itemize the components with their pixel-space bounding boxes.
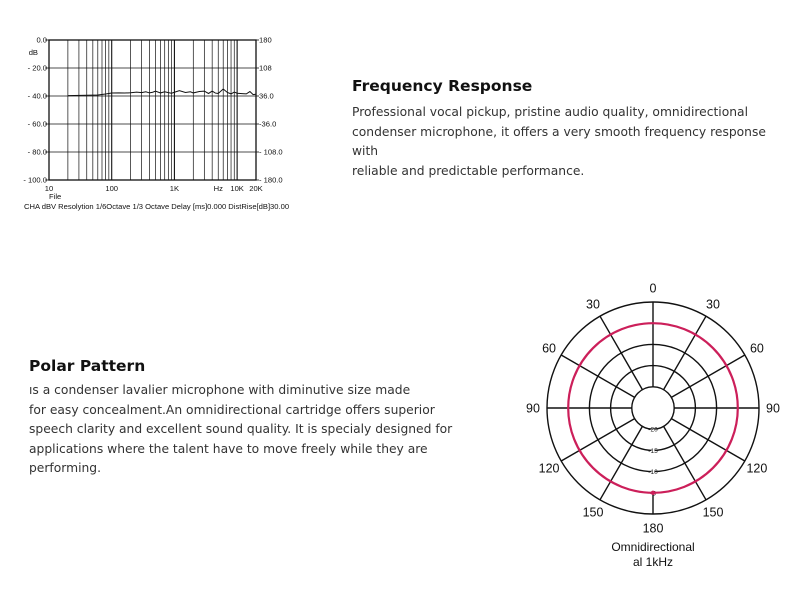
freq-right-ticks [256,36,283,185]
frequency-title: Frequency Response [352,77,533,95]
freq-left-tick-label: - 20.0 [27,63,47,73]
polar-body-line: speech clarity and excellent sound quality. It is specialy designed for [29,422,453,436]
polar-angle-label: 180 [642,521,664,536]
polar-angle-label: 30 [586,297,600,312]
polar-angle-label: 0 [649,281,657,296]
frequency-response-chart [0,0,330,220]
polar-angle-label: 150 [702,505,724,520]
polar-body [29,381,469,479]
polar-body-line: ıs a condenser lavalier microphone with diminutive size made [29,383,411,397]
freq-left-tick-label: - 80.0 [27,147,47,157]
freq-right-tick-label: -36.0 [259,119,277,129]
frequency-body-line: reliable and predictable performance. [352,163,585,178]
polar-angle-label: 90 [766,401,780,416]
polar-spoke [671,419,744,461]
freq-left-tick-label: - 40.0 [27,91,47,101]
freq-x-ticks [45,184,263,193]
polar-ring [632,387,674,429]
freq-left-tick-label: - 100.0 [23,175,47,185]
polar-angle-label: 120 [746,461,768,476]
freq-x-tick-label: 20K [249,184,263,193]
polar-spoke [600,316,642,389]
polar-angle-label: 90 [526,401,540,416]
freq-left-tick-label: - 60.0 [27,119,47,129]
polar-angle-label: 150 [582,505,604,520]
freq-plot-frame [49,40,256,180]
freq-right-tick-label: - 108.0 [259,147,283,157]
polar-spoke [671,355,744,397]
frequency-body [352,103,792,181]
polar-ring-label: -10 [648,469,658,477]
freq-x-tick-label: 100 [105,184,119,193]
polar-spoke [600,426,642,499]
polar-body-line: applications where the talent have to move freely while they are [29,441,428,456]
freq-right-tick-label: 108 [259,63,272,73]
freq-series-line [68,89,256,96]
frequency-body-line: condenser microphone, it offers a very smooth frequency response with [352,124,766,158]
freq-x-tick-label: 10 [44,184,54,193]
freq-x-tick-label: 10K [230,184,244,193]
freq-left-ticks [23,36,49,185]
polar-caption-line: al 1kHz [632,555,674,569]
polar-spoke [664,426,706,499]
freq-right-tick-label: 180 [259,35,272,45]
freq-x-tick-label: Hz [213,184,223,193]
polar-caption-line: Omnidirectional [611,540,695,554]
frequency-body-line: Professional vocal pickup, pristine audio quality, omnidirectional [352,105,748,119]
polar-spoke [664,316,706,389]
polar-body-line: for easy concealment.An omnidirectional cartridge offers superior [29,402,435,417]
polar-series-marker [651,491,655,495]
polar-spoke [561,355,634,397]
polar-angle-label: 60 [542,341,557,356]
freq-x-file-label: File [49,192,62,201]
polar-grid [547,302,759,514]
freq-footer: CHA dBV Resolytion 1/6Octave 1/3 Octave Delay [ms]0.000 DistRise[dB]30.00 [24,202,290,211]
freq-right-tick-label: 36.0 [259,91,274,101]
freq-x-tick-label: 1K [169,184,180,193]
freq-grid [49,40,256,180]
freq-right-tick-label: - 180.0 [259,175,283,185]
polar-angle-label: 30 [706,297,720,312]
polar-body-line: performing. [29,461,102,475]
polar-ring-label: -20 [648,426,658,434]
polar-angle-label: 120 [538,461,560,476]
freq-series [68,89,256,96]
polar-ring-label: -15 [648,447,658,455]
polar-pattern-chart [500,280,800,580]
freq-left-unit: dB [28,48,38,57]
freq-left-tick-label: 0.0 [36,35,47,45]
polar-spoke [561,419,634,461]
polar-title: Polar Pattern [29,357,146,375]
polar-angle-label: 60 [749,341,764,356]
